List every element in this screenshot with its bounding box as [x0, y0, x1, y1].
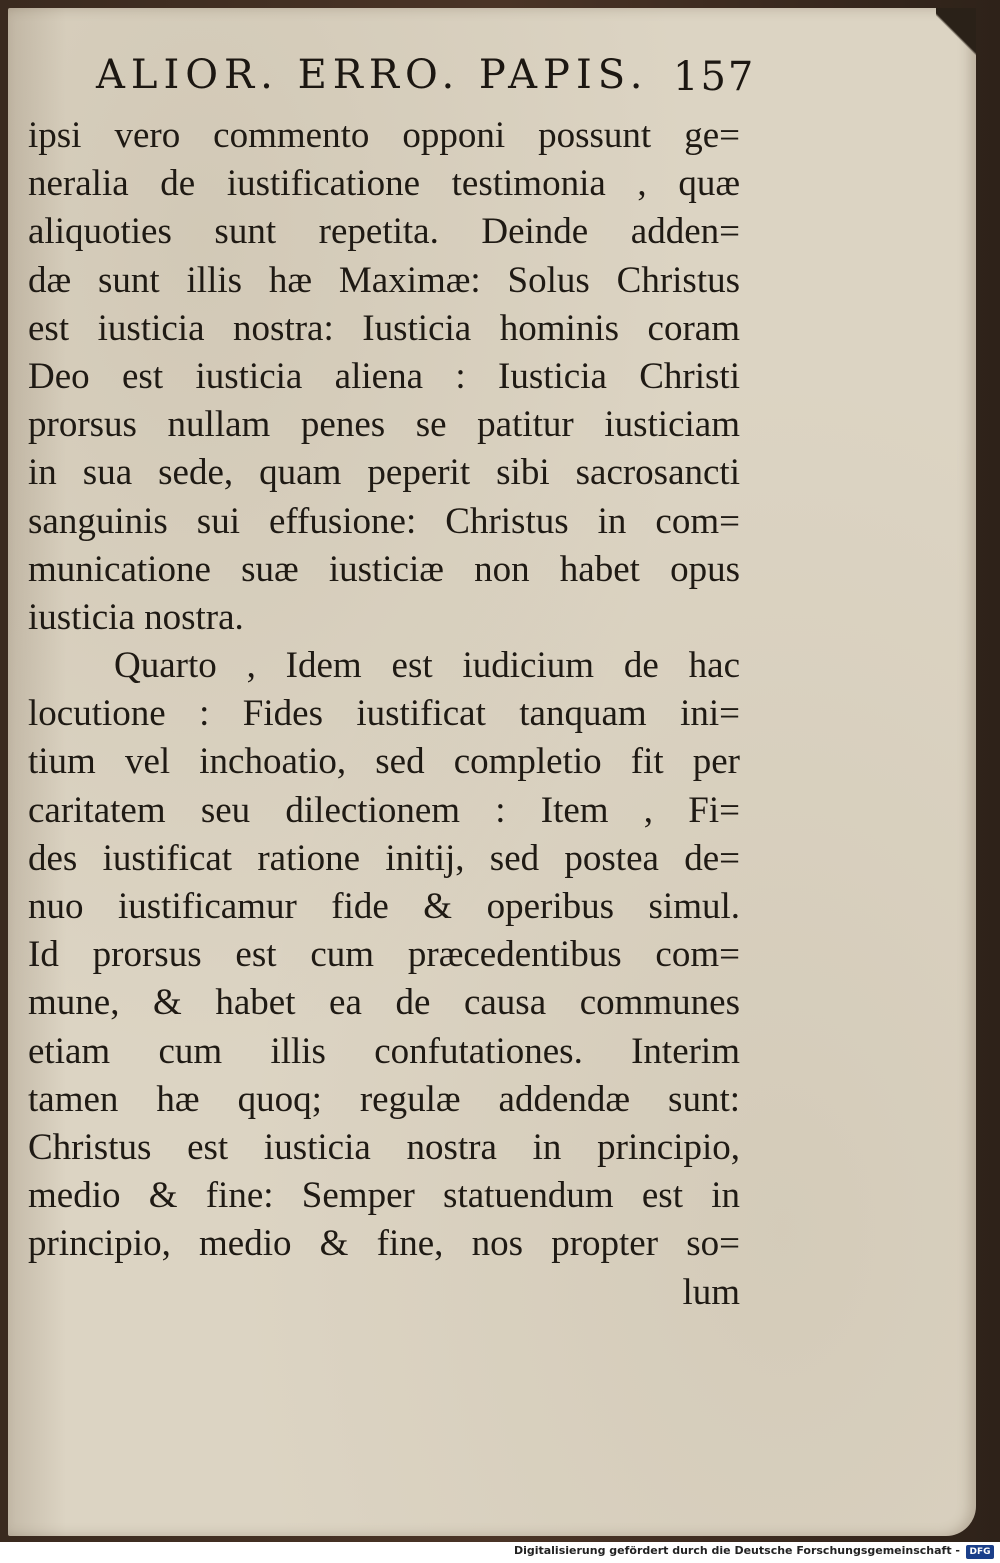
book-page [8, 8, 976, 1536]
text-line: etiam cum illis confutationes. Interim [28, 1030, 740, 1072]
dfg-logo: DFG [966, 1545, 994, 1559]
text-line: locutione : Fides iustificat tanquam ini= [28, 693, 740, 735]
text-line: in sua sede, quam peperit sibi sacrosancti [28, 452, 740, 494]
page-number: 157 [673, 54, 756, 100]
text-line: municatione suæ iusticiæ non habet opus [28, 548, 740, 590]
text-line: dæ sunt illis hæ Maximæ: Solus Christus [28, 259, 740, 301]
text-line: tium vel inchoatio, sed completio fit per [28, 741, 740, 783]
text-line: est iusticia nostra: Iusticia hominis coram [28, 307, 740, 349]
text-line: principio, medio & fine, nos propter so= [28, 1223, 740, 1265]
text-line: neralia de iustificatione testimonia , quæ [28, 163, 740, 205]
text-line: Christus est iusticia nostra in principio, [28, 1126, 740, 1168]
text-line: sanguinis sui effusione: Christus in com= [28, 500, 740, 542]
text-line: aliquoties sunt repetita. Deinde adden= [28, 211, 740, 253]
text-line: Deo est iusticia aliena : Iusticia Christi [28, 355, 740, 397]
text-line: tamen hæ quoq; regulæ addendæ sunt: [28, 1078, 740, 1120]
running-head [8, 52, 976, 112]
text-line: caritatem seu dilectionem : Item , Fi= [28, 789, 740, 831]
running-head-title: ALIOR. ERRO. PAPIS. [96, 52, 649, 98]
digitization-footer [0, 1542, 1000, 1563]
text-line: des iustificat ratione initij, sed postea de= [28, 837, 740, 879]
text-line: iusticia nostra. [28, 596, 244, 638]
body-text [22, 112, 742, 1317]
text-line: mune, & habet ea de causa communes [28, 982, 740, 1024]
funding-credit: Digitalisierung gefördert durch die Deutsche Forschungsgemeinschaft - [513, 1544, 960, 1557]
text-line: prorsus nullam penes se patitur iusticiam [28, 404, 740, 446]
text-line: ipsi vero commento opponi possunt ge= [28, 115, 740, 156]
text-line: Id prorsus est cum præcedentibus com= [28, 934, 740, 976]
catchword: lum [682, 1271, 740, 1313]
text-line: medio & fine: Semper statuendum est in [28, 1175, 740, 1217]
paragraph-start-line: Quarto , Idem est iudicium de hac [114, 645, 740, 687]
text-line: nuo iustificamur fide & operibus simul. [28, 886, 740, 927]
